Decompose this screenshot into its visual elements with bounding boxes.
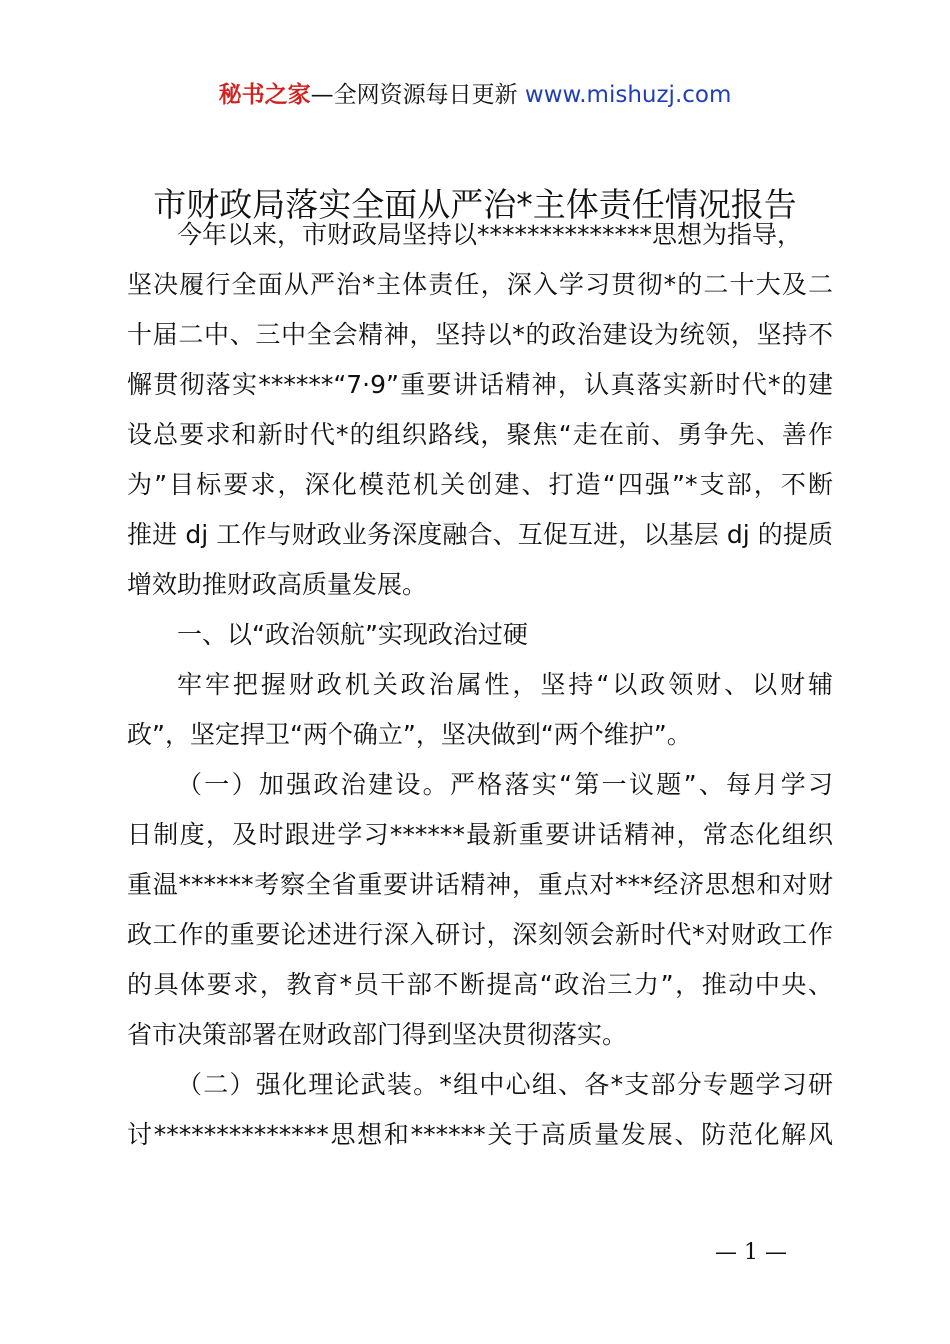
section-heading: 一、以“政治领航”实现政治过硬 (177, 620, 528, 649)
body-line: 政工作的重要论述进行深入研讨，深刻领会新时代*对财政工作 (127, 920, 833, 949)
body-line: 今年以来，市财政局坚持以**************思想为指导， (177, 220, 803, 249)
document-title: 市财政局落实全面从严治*主体责任情况报告 (153, 185, 797, 224)
body-line: 日制度，及时跟进学习******最新重要讲话精神，常态化组织 (127, 820, 833, 849)
body-line: 坚决履行全面从严治*主体责任，深入学习贯彻*的二十大及二 (127, 270, 833, 299)
body-line: （二）强化理论武装。*组中心组、各*支部分专题学习研 (177, 1070, 833, 1099)
body-line: 政”，坚定捍卫“两个确立”，坚决做到“两个维护”。 (127, 720, 692, 749)
document-body (127, 210, 833, 1160)
body-line: 懈贯彻落实******“7·9”重要讲话精神，认真落实新时代*的建 (127, 370, 833, 399)
body-line: （一）加强政治建设。严格落实“第一议题”、每月学习 (177, 770, 833, 799)
body-line: 讨**************思想和******关于高质量发展、防范化解风 (127, 1120, 833, 1149)
site-brand: 秘书之家 (218, 82, 311, 108)
site-url[interactable]: www.mishuzj.com (524, 82, 732, 108)
body-line: 的具体要求，教育*员干部不断提高“政治三力”，推动中央、 (127, 970, 833, 999)
body-line: 推进 dj 工作与财政业务深度融合、互促互进，以基层 dj 的提质 (127, 520, 833, 549)
body-line: 牢牢把握财政机关政治属性，坚持“以政领财、以财辅 (177, 670, 833, 699)
body-line: 增效助推财政高质量发展。 (127, 570, 428, 599)
body-line: 为”目标要求，深化模范机关创建、打造“四强”*支部，不断 (127, 470, 833, 499)
body-line: 省市决策部署在财政部门得到坚决贯彻落实。 (127, 1020, 628, 1049)
body-line: 重温******考察全省重要讲话精神，重点对***经济思想和对财 (127, 870, 833, 899)
body-line: 设总要求和新时代*的组织路线，聚焦“走在前、勇争先、善作 (127, 420, 833, 449)
site-header (0, 78, 950, 112)
body-line: 十届二中、三中全会精神，坚持以*的政治建设为统领，坚持不 (127, 320, 833, 349)
page-number: — 1 — (715, 1240, 787, 1265)
site-tagline: —全网资源每日更新 (310, 82, 525, 108)
